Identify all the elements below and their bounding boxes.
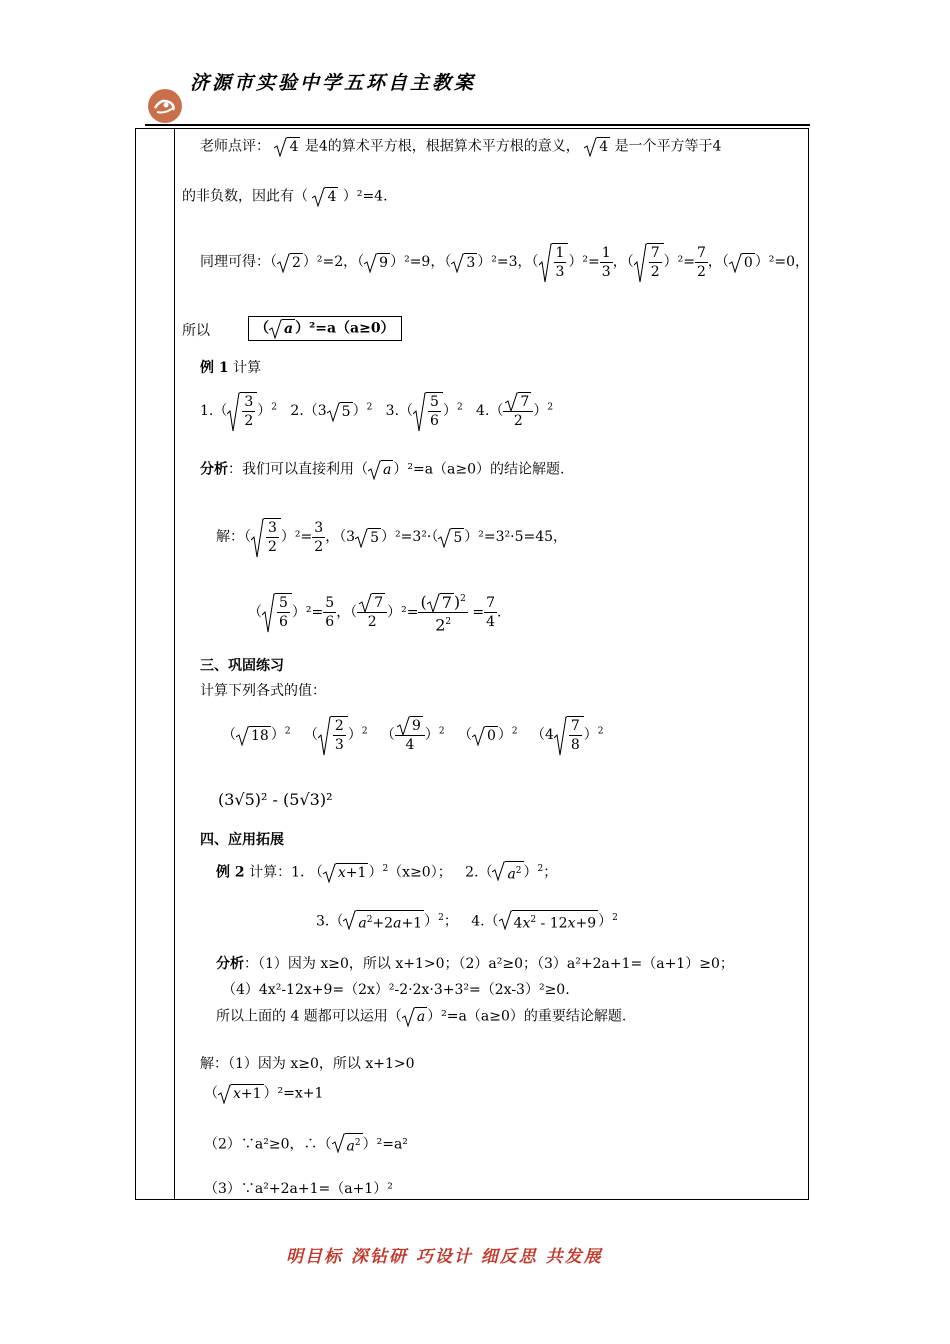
comment-text-1b: 是一个平方等于4 — [614, 138, 722, 155]
ex2-sqrt-4x2: $4x^2 - 12x+9$ — [499, 910, 599, 933]
table-border-bottom — [135, 1199, 809, 1200]
ex1-item-2: 2. — [290, 403, 304, 419]
analysis-label: 分析 — [200, 461, 228, 478]
ana2-line-3b: ）²=a（a≥0）的重要结论解题. — [427, 1008, 627, 1025]
school-logo — [147, 88, 183, 124]
sol-sqrt-5-6: $\frac{5}{6}$ — [262, 593, 292, 631]
school-title: 济源市实验中学五环自主教案 — [190, 72, 477, 94]
sol-eq-3: ）²=3²·5=45， — [464, 529, 568, 545]
formula-open: （ — [255, 320, 269, 337]
sol-sqrt-3-2: $\frac{3}{2}$ — [251, 518, 281, 556]
section-3-heading: 三、巩固练习 — [200, 658, 284, 674]
sr-text-7: ，（ — [707, 254, 729, 270]
sol-sqrt-5: 5 — [355, 528, 381, 547]
ex1-text: 计算 — [233, 360, 262, 376]
sqrt-3-2: $\frac{3}{2}$ — [227, 392, 257, 430]
analysis-2-line-3 — [216, 1007, 626, 1026]
section-4-heading: 四、应用拓展 — [200, 832, 284, 848]
sqrt-a-2: a — [368, 460, 393, 479]
comment-text-1a: 是4的算术平方根，根据算术平方根的意义， — [304, 138, 580, 155]
sol-frac-5-6: $\frac{5}{6}$ — [325, 594, 335, 630]
frac-seven-half: $\frac{7}{2}$ — [696, 244, 706, 280]
comment-line-2 — [182, 187, 388, 206]
sqrt-5-6: $\frac{5}{6}$ — [413, 392, 443, 430]
pr-sqrt-7-8: $\frac{7}{8}$ — [554, 716, 584, 754]
table-border-top — [135, 128, 809, 129]
sol2-line-2-text: ）²=x+1 — [263, 1085, 324, 1102]
sol-eq-1: ）²= — [280, 529, 313, 545]
practice-last — [218, 790, 332, 809]
analysis-2-line-2: （4）4x²-12x+9=（2x）²-2·2x·3+3²=（2x-3）²≥0. — [222, 982, 570, 998]
ex1-item-3: 3. — [385, 403, 400, 419]
sol-sep: ， — [325, 529, 340, 545]
example-1-items: 1.（ $\frac{3}{2}$ ）$^2$ 2.（3 5 ）$^2$ 3.（ $\frac{5}{6}$ ）$^2$ 4.（ $\frac{7}{2}$ ）$^2$ — [200, 394, 554, 429]
example-2-line-2: 3.（ $a^2+2a+1$ ）$^2$； 4.（ $4x^2 - 12x+9$ ）$^2$ — [316, 909, 618, 933]
practice-intro: 计算下列各式的值： — [200, 683, 326, 699]
solution-label: 解： — [216, 529, 244, 545]
sr-text-2: ）²=9，（ — [390, 254, 452, 270]
sqrt-0: 0 — [729, 253, 755, 272]
sol2-line-3 — [204, 1133, 408, 1156]
sol2-sqrt-a2: $a^2$ — [332, 1133, 363, 1156]
ex2-title: 例 2 — [216, 864, 245, 881]
so-label: 所以 — [182, 323, 210, 339]
sqrt-seven-half: $\frac{7}{2}$ — [634, 243, 664, 281]
footer-motto: 明目标 深钻研 巧设计 细反思 共发展 — [286, 1247, 603, 1267]
ex1-title: 例 1 — [200, 360, 229, 376]
sqrt-3: 3 — [451, 253, 477, 272]
ex2-item-3: 3. — [316, 913, 330, 930]
ex2-sqrt-a2-2a-1: $a^2+2a+1$ — [343, 910, 424, 933]
ex1-item-1: 1. — [200, 403, 214, 419]
pr-frac-sqrt9-4: $\frac{9}{4}$ — [395, 716, 425, 754]
solution-line-1: 解：（ $\frac{3}{2}$ ）²= $\frac{3}{2}$ ，（3 5 ）²=3²·（ 5 ）²=3²·5=45， — [216, 519, 568, 555]
ex2-sqrt-x-plus-1: x+1 — [323, 863, 369, 882]
analysis-2-line-1 — [216, 955, 734, 973]
sr-text-3: ）²=3，（ — [477, 254, 539, 270]
sol-eq-2: ）²=3²·（ — [381, 529, 439, 545]
ex1-item-4: 4. — [476, 403, 490, 419]
sr-text-4: ）²= — [568, 254, 600, 270]
sqrt-2: 2 — [277, 253, 303, 272]
comment-line-1 — [200, 137, 721, 156]
formula-close: ）²=a（a≥0） — [295, 320, 395, 337]
sqrt-9: 9 — [364, 253, 390, 272]
sol-frac-3-2: $\frac{3}{2}$ — [314, 519, 324, 555]
pr-sqrt-0: 0 — [472, 726, 498, 745]
ex2-text: 计算：1. — [249, 864, 305, 881]
pr-sqrt-18: 18 — [236, 726, 271, 745]
frac-sqrt7-2: $\frac{7}{2}$ — [503, 392, 533, 430]
sol-frac-7-4: $\frac{7}{4}$ — [486, 594, 495, 630]
sqrt-4-b: 4 — [584, 137, 610, 156]
comment-text-2b: ）²=4. — [342, 188, 388, 205]
sqrt-4: 4 — [274, 137, 300, 156]
sqrt-4-c: 4 — [312, 187, 338, 206]
sol2-line-3a: （2）∵a²≥0，∴（ — [204, 1136, 332, 1153]
ana2-line-1: ：（1）因为 x≥0，所以 x+1>0；（2）a²≥0；（3）a²+2a+1=（a+1）≥0； — [244, 956, 734, 972]
sr-text-5: ，（ — [612, 254, 634, 270]
sol2-eq-1: ）²= — [291, 604, 324, 621]
ana2-label: 分析 — [216, 956, 244, 972]
ana2-sqrt-a: a — [402, 1007, 427, 1026]
analysis-text-2: ）²=a（a≥0）的结论解题. — [393, 461, 565, 478]
sol2-eq-2: ）²= — [387, 604, 419, 621]
sqrt-5: 5 — [327, 402, 353, 421]
pr-sqrt-2-3: $\frac{2}{3}$ — [318, 716, 348, 754]
same-reason-line — [200, 243, 809, 281]
table-border-left — [135, 128, 136, 1200]
solution-line-2: （ $\frac{5}{6}$ ）²= $\frac{5}{6}$ ，（ $\frac{7}{2}$ ）²= ( 7 )$^2$ $2^2$ = $\frac{7}{4}$ . — [248, 590, 501, 635]
ex2-cond-1: （x≥0）； — [388, 864, 452, 881]
comment-label: 老师点评： — [200, 138, 270, 155]
practice-items: （ 18 ）$^2$ （ $\frac{2}{3}$ ）$^2$ （ $\frac{9}{4}$ ）$^2$ （ 0 ）$^2$ （4 $\frac{7}{8}$ ）$^2$ — [222, 718, 604, 753]
table-border-right — [808, 128, 809, 1200]
comment-text-2: 的非负数，因此有（ — [182, 188, 308, 205]
table-border-inner — [174, 128, 175, 1200]
ex2-item-2: 2. — [465, 864, 479, 881]
example-2-line-1: 例 2 计算：1. （ x+1 ）$^2$（x≥0）； 2.（ $a^2$ ）$^2$； — [216, 860, 557, 884]
example-1-heading — [200, 359, 261, 377]
sqrt-a: a — [269, 319, 295, 338]
same-reason-label: 同理可得：（ — [200, 254, 277, 270]
header-rule — [145, 124, 810, 126]
sol2-line-4: （3）∵a²+2a+1=（a+1）² — [204, 1181, 393, 1197]
sol2-line-1: 解：（1）因为 x≥0，所以 x+1>0 — [200, 1056, 415, 1072]
sqrt-one-third: $\frac{1}{3}$ — [539, 243, 569, 281]
ex2-item-4: 4. — [471, 913, 485, 930]
sr-text-6: ）²= — [663, 254, 695, 270]
sol2-line-2: （ x+1 ）²=x+1 — [204, 1085, 324, 1102]
ana2-line-3a: 所以上面的 4 题都可以运用（ — [216, 1008, 402, 1025]
sol2-sqrt-x-plus-1: x+1 — [218, 1084, 264, 1103]
analysis-text: ：我们可以直接利用（ — [228, 461, 368, 478]
ex2-sqrt-a2: $a^2$ — [492, 861, 523, 884]
sol-sqrt-5-b: 5 — [438, 528, 464, 547]
sol-frac-sqrt7-2: $\frac{7}{2}$ — [357, 593, 387, 631]
practice-last-text: (3√5)² - (5√3)² — [218, 790, 333, 809]
sr-text-1: ）²=2，（ — [302, 254, 365, 270]
frac-one-third: $\frac{1}{3}$ — [601, 244, 611, 280]
sol-frac-sq7-sq2: ( 7 )$^2$ $2^2$ — [418, 590, 467, 635]
analysis-line — [200, 460, 564, 479]
sol2-line-3b: ）²=a² — [362, 1136, 408, 1153]
key-formula-box — [248, 316, 402, 341]
sr-text-8: ）²=0， — [754, 254, 810, 270]
